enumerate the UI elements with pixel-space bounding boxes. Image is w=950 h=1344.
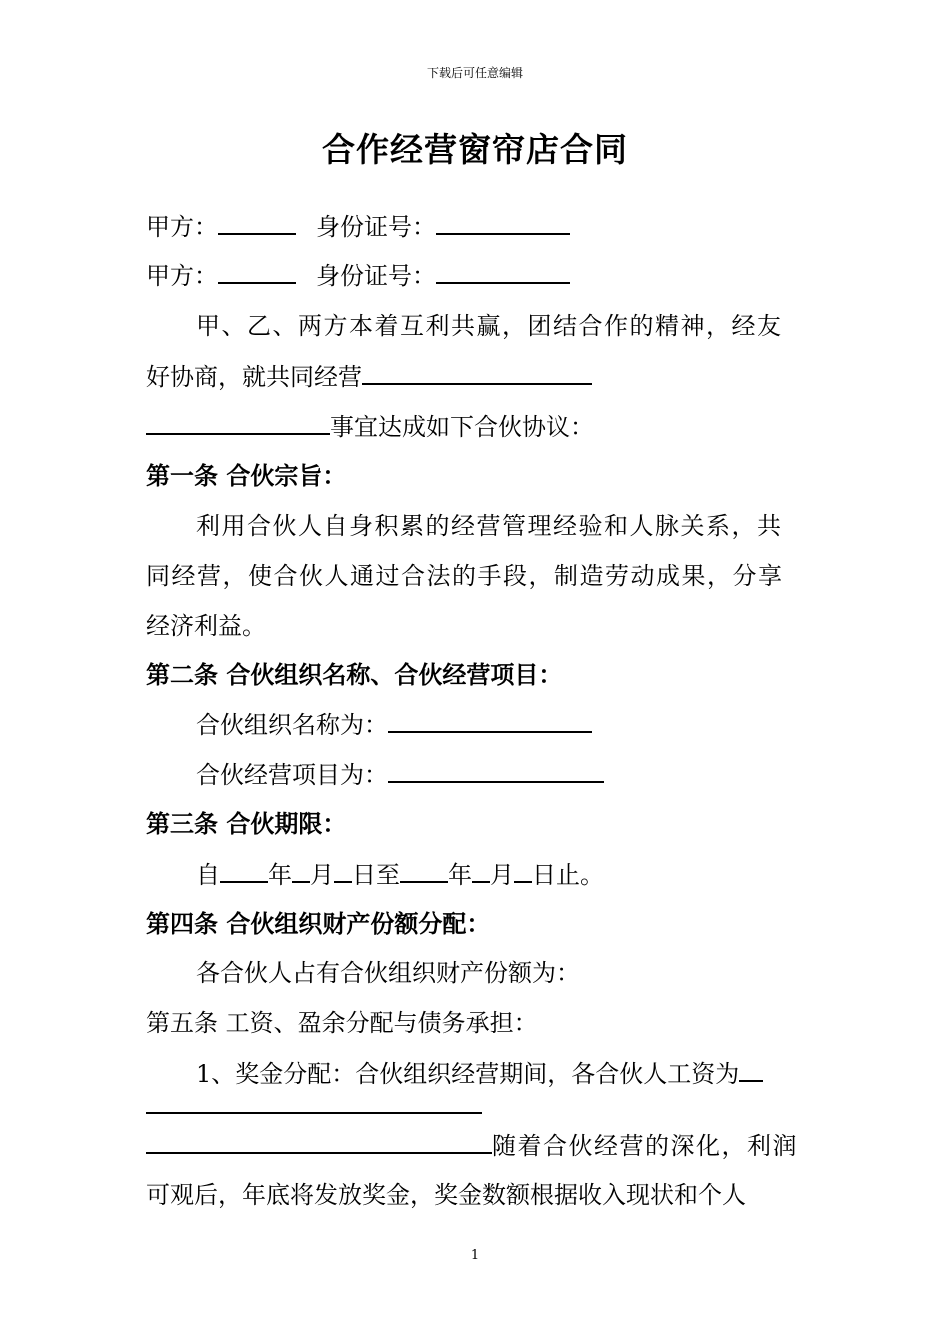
article-5-line-4: 可观后，年底将发放奖金，奖金数额根据收入现状和个人 <box>146 1181 746 1209</box>
article-1-line-3: 经济利益。 <box>146 612 266 640</box>
article-5-line-3-text: 随着合伙经营的深化，利润 <box>492 1132 798 1160</box>
end-year-blank <box>400 859 448 883</box>
party-a-id-blank <box>436 211 570 235</box>
article-3-heading: 第三条 合伙期限： <box>146 809 347 838</box>
term-month: 月 <box>310 861 334 889</box>
article-1-line-2: 同经营，使合伙人通过合法的手段，制造劳动成果，分享 <box>146 562 784 590</box>
term-end: 日止。 <box>532 861 604 889</box>
term-year-2: 年 <box>448 861 472 889</box>
party-b-label: 甲方： <box>146 262 218 290</box>
bonus-text: 1、奖金分配：合伙组织经营期间，各合伙人工资为 <box>196 1060 740 1088</box>
party-b-row <box>146 260 570 291</box>
party-b-id-label: 身份证号： <box>316 262 436 290</box>
intro-line-2 <box>146 361 592 392</box>
project-blank <box>388 759 604 783</box>
article-4-line-1: 各合伙人占有合伙组织财产份额为： <box>196 959 580 987</box>
business-blank-2 <box>146 411 330 435</box>
term-month-2: 月 <box>490 861 514 889</box>
article-5-line-3 <box>146 1130 798 1161</box>
article-1-line-1: 利用合伙人自身积累的经营管理经验和人脉关系，共 <box>196 512 783 540</box>
term-day-to: 日至 <box>352 861 400 889</box>
article-1-heading: 第一条 合伙宗旨： <box>146 461 347 490</box>
end-day-blank <box>514 859 532 883</box>
start-year-blank <box>220 859 268 883</box>
term-from: 自 <box>196 861 220 889</box>
party-a-id-label: 身份证号： <box>316 213 436 241</box>
salary-blank-line-3 <box>146 1130 492 1154</box>
party-a-label: 甲方： <box>146 213 218 241</box>
project-row <box>196 759 604 790</box>
intro-line-3 <box>146 411 594 442</box>
org-name-row <box>196 709 592 740</box>
term-year: 年 <box>268 861 292 889</box>
page-header: 下载后可任意编辑 <box>426 66 523 80</box>
article-2-heading: 第二条 合伙组织名称、合伙经营项目： <box>146 660 563 689</box>
party-a-row <box>146 211 570 242</box>
term-row <box>196 859 604 890</box>
salary-blank <box>739 1058 763 1082</box>
article-4-heading: 第四条 合伙组织财产份额分配： <box>146 909 491 938</box>
page-number: 1 <box>470 1248 480 1263</box>
org-name-blank <box>388 709 592 733</box>
party-b-id-blank <box>436 260 570 284</box>
article-5-line-1 <box>196 1058 763 1089</box>
article-5-heading: 第五条 工资、盈余分配与债务承担： <box>146 1009 538 1037</box>
party-a-blank <box>218 211 296 235</box>
start-day-blank <box>334 859 352 883</box>
end-month-blank <box>472 859 490 883</box>
salary-blank-line-2 <box>146 1112 482 1114</box>
document-title: 合作经营窗帘店合同 <box>322 130 628 169</box>
business-blank <box>362 361 592 385</box>
intro-line-2-text: 好协商，就共同经营 <box>146 363 362 391</box>
org-name-label: 合伙组织名称为： <box>196 711 388 739</box>
intro-line-3-text: 事宜达成如下合伙协议： <box>330 413 594 441</box>
party-b-blank <box>218 260 296 284</box>
start-month-blank <box>292 859 310 883</box>
project-label: 合伙经营项目为： <box>196 761 388 789</box>
intro-line-1: 甲、乙、两方本着互利共赢，团结合作的精神，经友 <box>196 312 783 340</box>
